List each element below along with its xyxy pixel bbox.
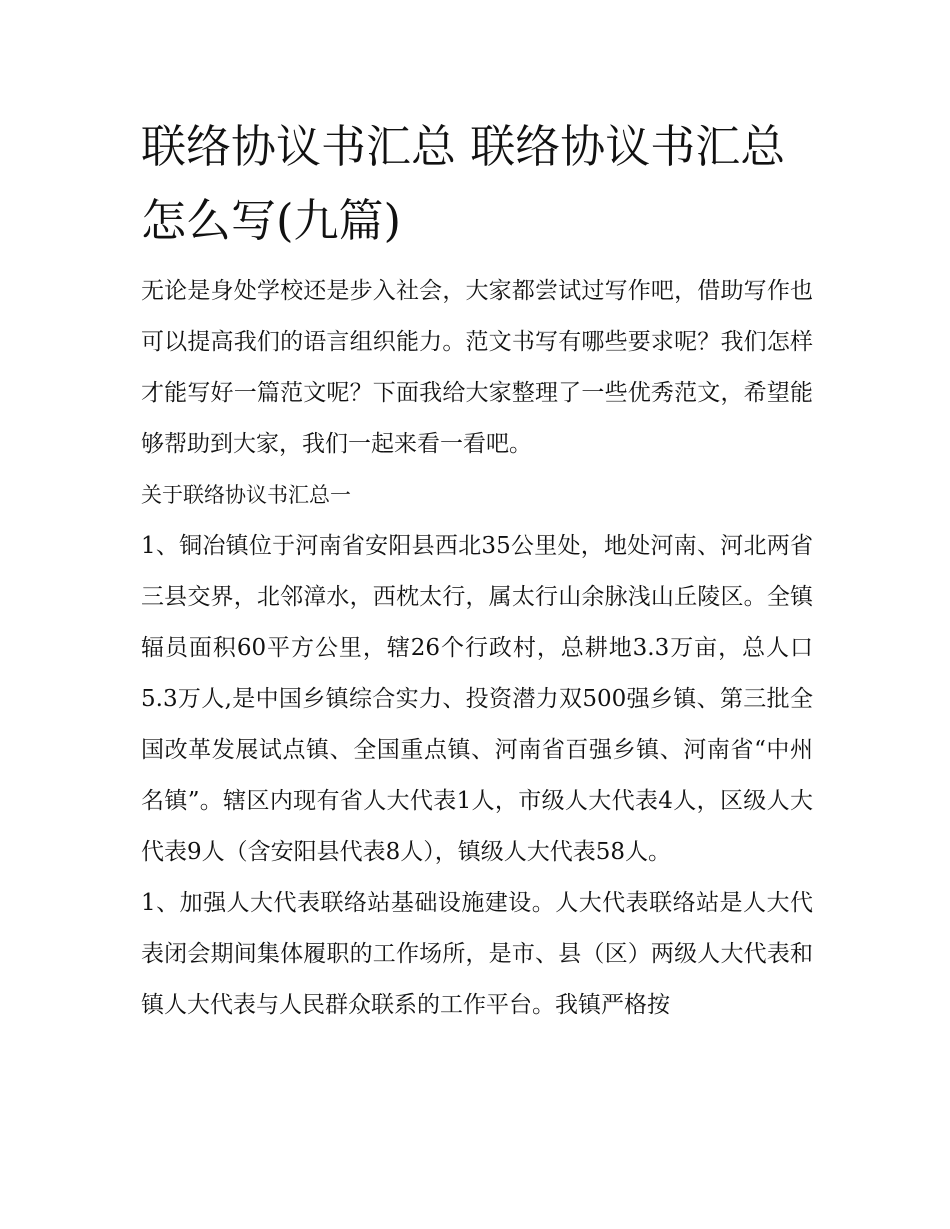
body-paragraph-2: 1、加强人大代表联络站基础设施建设。人大代表联络站是人大代表闭会期间集体履职的工作场所，是市、县（区）两级人大代表和镇人大代表与人民群众联系的工作平台。我镇严格按 xyxy=(141,890,813,1018)
section-heading: 关于联络协议书汇总一 xyxy=(141,483,351,507)
document-page xyxy=(141,110,813,1031)
body-paragraph-1: 1、铜冶镇位于河南省安阳县西北35公里处，地处河南、河北两省三县交界，北邻漳水，西枕太行，属太行山余脉浅山丘陵区。全镇辐员面积60平方公里，辖26个行政村，总耕地3.3万亩，总人口5.3万人,是中国乡镇综合实力、投资潜力双500强乡镇、第三批全国改革发展试点镇、全国重点镇、河南省百强乡镇、河南省“中州名镇”。辖区内现有省人大代表1人，市级人大代表4人，区级人大代表9人（含安阳县代表8人），镇级人大代表58人。 xyxy=(141,533,813,865)
document-title: 联络协议书汇总 联络协议书汇总怎么写(九篇) xyxy=(141,120,786,247)
intro-paragraph: 无论是身处学校还是步入社会，大家都尝试过写作吧，借助写作也可以提高我们的语言组织能力。范文书写有哪些要求呢？我们怎样才能写好一篇范文呢？下面我给大家整理了一些优秀范文，希望能够帮助到大家，我们一起来看一看吧。 xyxy=(141,278,813,457)
